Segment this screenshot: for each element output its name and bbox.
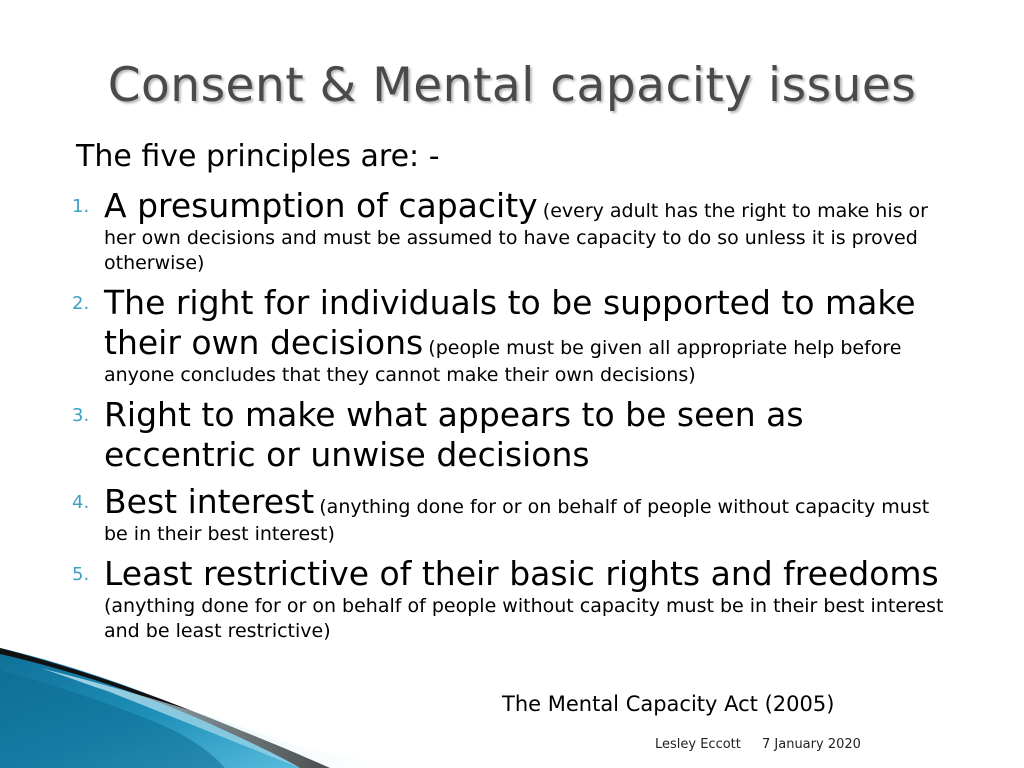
principle-heading: Right to make what appears to be seen as eccentric or unwise decisions <box>104 395 804 474</box>
principle-item-2 <box>72 283 952 388</box>
intro-text: The five principles are: - <box>76 139 440 174</box>
slide-title: Consent & Mental capacity issues <box>107 58 917 113</box>
principle-heading: Least restrictive of their basic rights and freedoms <box>104 554 939 593</box>
list-number: 3. <box>72 405 90 426</box>
list-number: 1. <box>72 196 90 217</box>
principles-list <box>72 186 952 651</box>
principle-detail: (anything done for or on behalf of people without capacity must be in their best interest and be least restrictive) <box>104 595 944 642</box>
principle-detail: (anything done for or on behalf of people without capacity must be in their best interest) <box>104 496 930 545</box>
list-number: 4. <box>72 492 90 513</box>
footer-date: 7 January 2020 <box>762 737 861 752</box>
principle-item-1 <box>72 186 952 276</box>
list-number: 5. <box>72 564 90 585</box>
principle-heading: A presumption of capacity <box>104 186 538 225</box>
list-number: 2. <box>72 293 90 314</box>
decorative-swoosh <box>0 640 480 768</box>
principle-heading: Best interest <box>104 482 315 521</box>
principle-item-4 <box>72 482 952 547</box>
principle-heading: The right for individuals to be supported to make their own decisions <box>104 283 916 362</box>
citation: The Mental Capacity Act (2005) <box>502 692 835 716</box>
footer-author: Lesley Eccott <box>655 737 741 752</box>
principle-detail: (people must be given all appropriate help before anyone concludes that they cannot make their own decisions) <box>104 337 902 386</box>
principle-item-3 <box>72 395 952 475</box>
principle-item-5 <box>72 554 952 644</box>
principle-detail: (every adult has the right to make his or her own decisions and must be assumed to have capacity to do so unless it is proved otherwise) <box>104 200 928 274</box>
